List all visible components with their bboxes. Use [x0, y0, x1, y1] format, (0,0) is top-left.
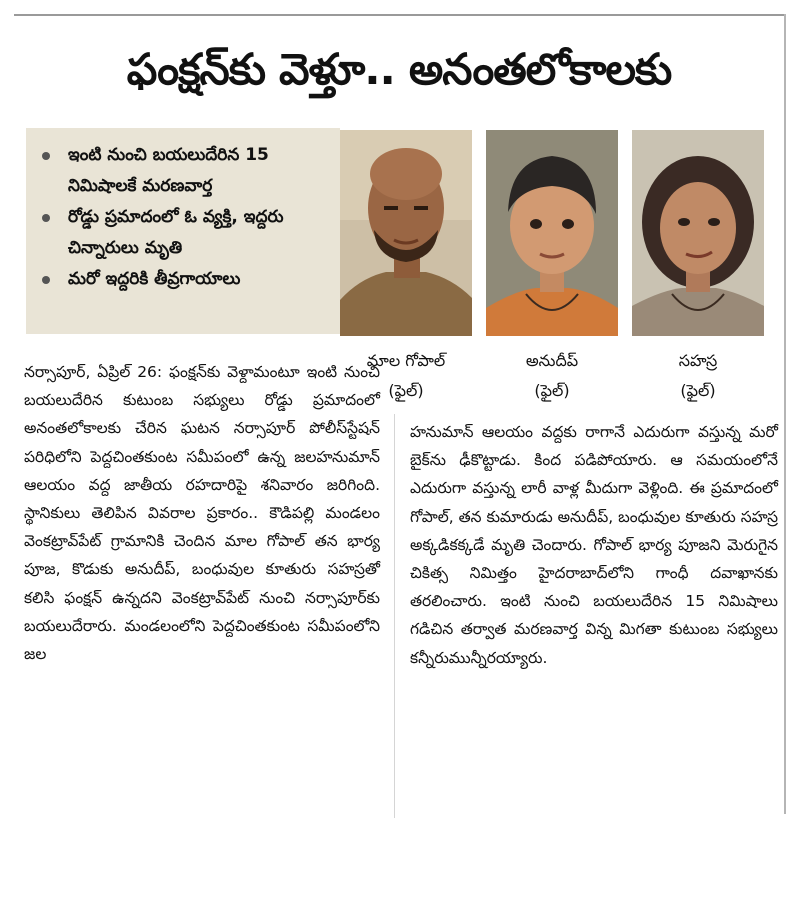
article-column-left: [24, 358, 380, 668]
bullet-icon: [42, 152, 50, 160]
summary-box: [26, 128, 340, 334]
photo-gopal: [340, 130, 472, 336]
headline: ఫంక్షన్‌కు వెళ్తూ.. అనంతలోకాలకు: [126, 45, 672, 95]
photo-sahasra: [632, 130, 764, 336]
caption-anudeep: అనుదీప్ (ఫైల్): [525, 351, 579, 400]
article-column-right: [410, 418, 778, 672]
summary-item: ఇంటి నుంచి బయలుదేరిన 15 నిమిషాలకే మరణవార్త: [40, 140, 334, 202]
article-text-left: నర్సాపూర్, ఏప్రిల్ 26: ఫంక్షన్‌కు వెళ్దామంటూ ఇంటి నుంచి బయలుదేరిన కుటుంబ సభ్యులు రోడ్డు ప్రమాదంలో అనంతలోకాలకు చేరిన ఘటన నర్సాపూర్ పోలీస్‌స్టేషన్ పరిధిలోని పెద్దచింతకుంట సమీపంలో ఉన్న జలహనుమాన్ ఆలయం వద్ద జాతీయ రహదారిపై శనివారం జరిగింది. స్థానికులు తెలిపిన వివరాల ప్రకారం.. కౌడిపల్లి మండలం వెంకట్రావ్‌పేట్ గ్రామానికి చెందిన మాల గోపాల్ తన భార్య పూజ, కొడుకు అనుదీప్, బంధువుల కూతురు సహస్రతో కలిసి ఫంక్షన్ ఉన్నదని వెంకట్రావ్‌పేట్ నుంచి నర్సాపూర్‌కు బయలుదేరారు. మండలంలోని పెద్దచింతకుంట సమీపంలోని జల: [24, 363, 380, 664]
photo-anudeep: [486, 130, 618, 336]
bullet-icon: [42, 214, 50, 222]
article-text-right: హనుమాన్ ఆలయం వద్దకు రాగానే ఎదురుగా వస్తున్న మరో బైక్‌ను ఢీకొట్టాడు. కింద పడిపోయారు. ఆ సమయంలోనే ఎదురుగా వస్తున్న లారీ వాళ్ల మీదుగా వెళ్లింది. ఈ ప్రమాదంలో గోపాల్, తన కుమారుడు అనుదీప్, బంధువుల కూతురు సహస్ర అక్కడికక్కడే మృతి చెందారు. గోపాల్ భార్య పూజని మెరుగైన చికిత్స నిమిత్తం హైదరాబాద్‌లోని గాంధీ దవాఖానకు తరలించారు. ఇంటి నుంచి బయలుదేరిన 15 నిమిషాలు గడిచిన తర్వాత మరణవార్త విన్న మిగతా కుటుంబ సభ్యులు కన్నీరుమున్నీరయ్యారు.: [410, 423, 778, 667]
right-rule: [784, 14, 786, 814]
summary-item: మరో ఇద్దరికి తీవ్రగాయాలు: [40, 264, 334, 295]
caption-sahasra: సహస్ర (ఫైల్): [678, 351, 718, 400]
summary-list: [26, 128, 340, 295]
bullet-icon: [42, 276, 50, 284]
top-rule: [14, 14, 784, 16]
summary-item: రోడ్డు ప్రమాదంలో ఓ వ్యక్తి, ఇద్దరు చిన్నారులు మృతి: [40, 202, 334, 264]
column-divider: [394, 414, 395, 818]
caption-gopal: మాల గోపాల్ (ఫైల్): [366, 351, 446, 400]
